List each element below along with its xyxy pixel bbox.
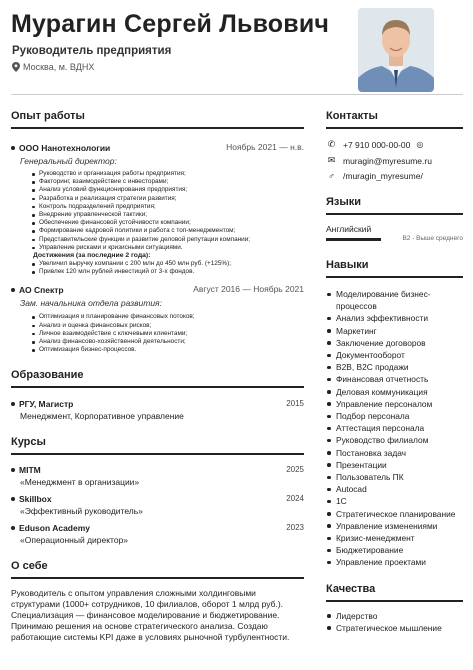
skill-item: Деловая коммуникация — [326, 386, 463, 398]
duty-item: Управление рисками и кризисными ситуациями. — [34, 244, 304, 252]
bullet-icon — [11, 402, 15, 406]
language-name: Английский — [326, 224, 372, 234]
course-detail: «Менеджмент в организации» — [20, 477, 140, 488]
job-duties — [34, 313, 304, 354]
achievement-item: Привлек 120 млн рублей инвестиций от 3-х фондов. — [34, 268, 304, 276]
duty-item: Обеспечение финансовой устойчивости компании; — [34, 219, 304, 227]
job-company: АО Спектр — [11, 285, 64, 295]
skill-item: Руководство филиалом — [326, 434, 463, 446]
quality-item: Стратегическое мышление — [326, 622, 463, 634]
skill-item: B2B, B2C продажи — [326, 361, 463, 373]
course-item — [11, 494, 304, 516]
right-column — [326, 110, 463, 634]
education-detail: Менеджмент, Корпоративное управление — [20, 411, 184, 422]
profile-photo — [358, 8, 434, 92]
job-dates: Ноябрь 2021 — н.в. — [226, 142, 304, 152]
job-item — [11, 142, 304, 276]
qualities-divider — [326, 600, 463, 602]
phone-icon: ✆ — [327, 139, 336, 149]
skill-item: Бюджетирование — [326, 544, 463, 556]
language-item — [326, 224, 463, 242]
course-year: 2025 — [286, 465, 304, 475]
job-dates: Август 2016 — Ноябрь 2021 — [193, 284, 304, 295]
duty-item: Анализ и оценка финансовых рисков; — [34, 322, 304, 330]
achievement-item: Увеличил выручку компании с 200 млн до 450 млн руб. (+125%); — [34, 260, 304, 268]
bullet-icon — [11, 146, 15, 150]
skill-item: Заключение договоров — [326, 337, 463, 349]
skill-item: Кризис-менеджмент — [326, 532, 463, 544]
bullet-icon — [11, 288, 15, 292]
course-detail: «Эффективный руководитель» — [20, 506, 143, 517]
duty-item: Личное взаимодействие с ключевыми клиентами; — [34, 330, 304, 338]
achievements-list — [34, 260, 304, 276]
email-text: muragin@myresume.ru — [343, 155, 432, 166]
achievements-title: Достижения (за последние 2 года): — [33, 252, 151, 260]
about-divider — [11, 577, 304, 579]
course-year: 2024 — [286, 494, 304, 504]
education-divider — [11, 386, 304, 388]
languages-heading: Языки — [326, 196, 362, 208]
duty-item: Разработка и реализация стратегии развития; — [34, 195, 304, 203]
qualities-list — [326, 610, 463, 634]
duty-item: Внедрение управленческой тактики; — [34, 211, 304, 219]
job-role: Генеральный директор: — [20, 156, 117, 166]
languages-divider — [326, 213, 463, 215]
courses-heading: Курсы — [11, 436, 46, 449]
duty-item: Формирование кадровой политики и работа с топ-менеджментом; — [34, 227, 304, 235]
duty-item: Контроль подразделений предприятия; — [34, 203, 304, 211]
location-pin-icon — [12, 62, 20, 72]
skill-item: Моделирование бизнес-процессов — [326, 288, 463, 312]
contacts-heading: Контакты — [326, 110, 378, 122]
skill-item: Управление изменениями — [326, 520, 463, 532]
skill-item: Стратегическое планирование — [326, 508, 463, 520]
course-name: Eduson Academy — [11, 523, 90, 533]
social-text: /muragin_myresume/ — [343, 171, 423, 181]
duty-item: Представительские функции и развитие деловой репутации компании; — [34, 236, 304, 244]
skill-item: Autocad — [326, 483, 463, 495]
skill-item: 1С — [326, 495, 463, 507]
course-name: Skillbox — [11, 494, 52, 504]
skill-item: Постановка задач — [326, 447, 463, 459]
skill-item: Презентации — [326, 459, 463, 471]
education-heading: Образование — [11, 369, 84, 382]
location — [12, 62, 94, 72]
duty-item: Факторинг, взаимодействие с инвесторами; — [34, 178, 304, 186]
skill-item: Управление проектами — [326, 556, 463, 568]
whatsapp-icon: ◎ — [416, 140, 424, 149]
bullet-icon — [11, 497, 15, 501]
job-company: ООО Нанотехнологии — [11, 143, 110, 153]
about-text: Руководитель с опытом управления сложными холдинговыми структурами (1000+ сотрудников, 10 филиалов, оборот 1 млрд руб.). Специализация — финансовое моделирование и бюджетирование. Принимаю решения на основе стратегического анализа. Создаю работающие системы KPI даже в условиях рыночной турбулентности. — [11, 588, 290, 643]
course-name: MITM — [11, 465, 41, 475]
quality-item: Лидерство — [326, 610, 463, 622]
contact-email[interactable] — [326, 155, 463, 166]
education-year: 2015 — [286, 399, 304, 409]
contacts-divider — [326, 127, 463, 129]
job-item — [11, 284, 304, 354]
courses-divider — [11, 453, 304, 455]
education-item — [11, 399, 304, 421]
skill-item: Финансовая отчетность — [326, 373, 463, 385]
contact-phone[interactable] — [326, 139, 463, 150]
course-detail: «Операционный директор» — [20, 535, 129, 546]
skill-item: Анализ эффективности — [326, 312, 463, 324]
course-item — [11, 523, 304, 545]
contact-social[interactable] — [326, 171, 463, 181]
education-name: РГУ, Магистр — [11, 399, 73, 409]
left-column — [11, 110, 304, 643]
skill-item: Подбор персонала — [326, 410, 463, 422]
experience-divider — [11, 127, 304, 129]
resume-name: Мурагин Сергей Львович — [11, 10, 330, 38]
job-role: Зам. начальника отдела развития: — [20, 298, 162, 309]
bullet-icon — [11, 526, 15, 530]
duty-item: Анализ условий функционирования предприятия; — [34, 186, 304, 194]
qualities-heading: Качества — [326, 582, 376, 595]
job-duties — [34, 170, 304, 252]
duty-item: Оптимизация бизнес-процессов. — [34, 346, 304, 354]
experience-heading: Опыт работы — [11, 110, 85, 122]
job-title: Руководитель предприятия — [12, 45, 172, 57]
skill-item: Документооборот — [326, 349, 463, 361]
skill-item: Маркетинг — [326, 325, 463, 337]
skill-item: Аттестация персонала — [326, 422, 463, 434]
course-item — [11, 465, 304, 487]
duty-item: Анализ финансово-хозяйственной деятельности; — [34, 338, 304, 346]
phone-text: +7 910 000-00-00 — [343, 139, 411, 150]
course-year: 2023 — [286, 523, 304, 533]
link-icon: ♂ — [328, 171, 335, 181]
duty-item: Оптимизация и планирование финансовых потоков; — [34, 313, 304, 321]
skill-item: Пользователь ПК — [326, 471, 463, 483]
skills-divider — [326, 276, 463, 278]
skill-item: Управление персоналом — [326, 398, 463, 410]
duty-item: Руководство и организация работы предприятия; — [34, 170, 304, 178]
skills-list — [326, 288, 463, 569]
location-text: Москва, м. ВДНХ — [23, 62, 95, 72]
header-divider — [11, 94, 463, 95]
language-level: B2 - Выше среднего — [402, 235, 463, 242]
bullet-icon — [11, 468, 15, 472]
skills-heading: Навыки — [326, 259, 369, 271]
email-icon: ✉ — [327, 155, 336, 165]
about-heading: О себе — [11, 560, 48, 573]
